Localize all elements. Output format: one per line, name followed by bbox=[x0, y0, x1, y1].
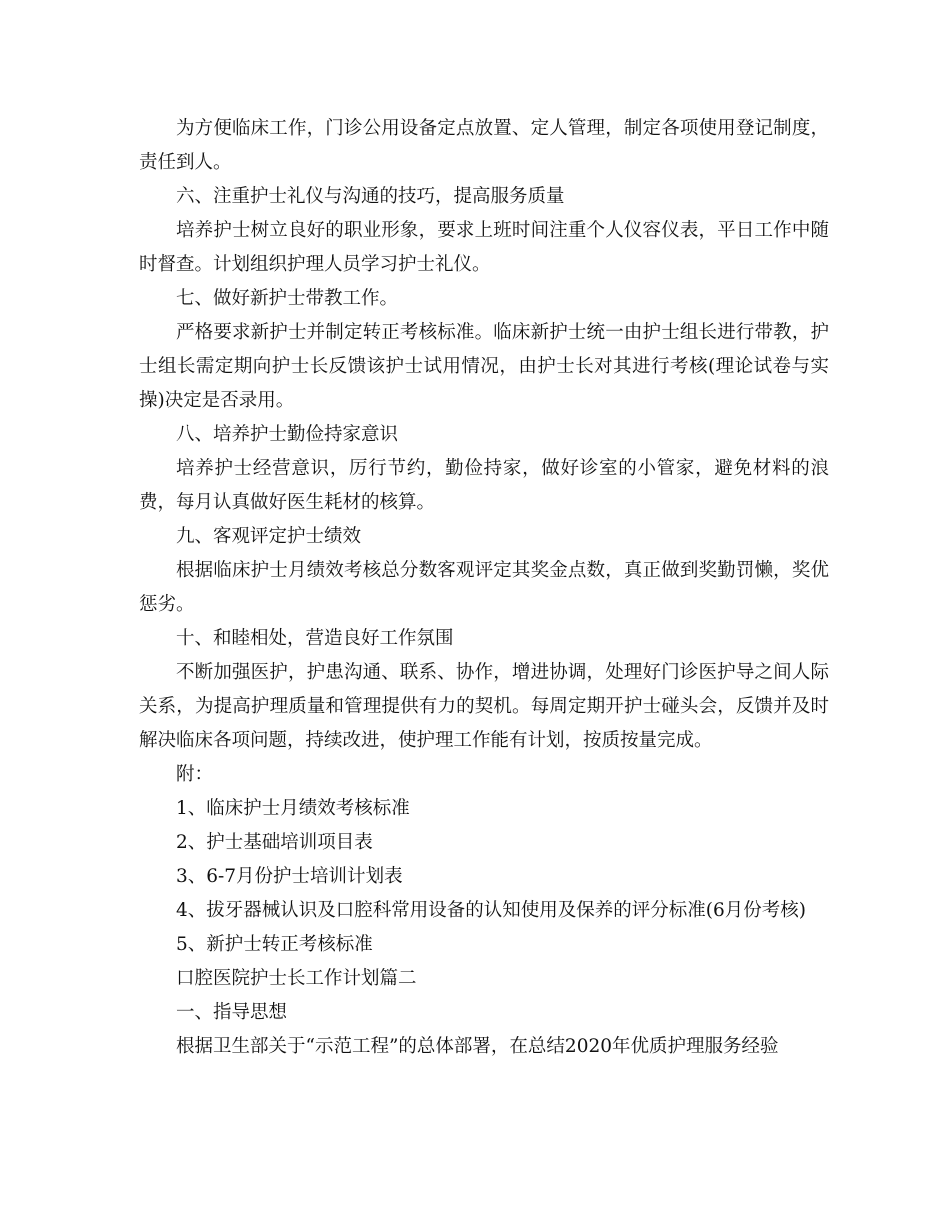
appendix-item-4: 4、拔牙器械认识及口腔科常用设备的认知使用及保养的评分标准(6月份考核) bbox=[176, 900, 806, 921]
appendix-label: 附： bbox=[176, 764, 214, 785]
part-two-title: 口腔医院护士长工作计划篇二 bbox=[176, 968, 417, 989]
appendix-item-2: 2、护士基础培训项目表 bbox=[176, 832, 373, 853]
appendix-item-5: 5、新护士转正考核标准 bbox=[176, 934, 373, 955]
heading-guiding-principle: 一、指导思想 bbox=[176, 1002, 288, 1023]
heading-section-7: 七、做好新护士带教工作。 bbox=[176, 288, 399, 309]
paragraph-harmony: 不断加强医护，护患沟通、联系、协作，增进协调，处理好门诊医护导之间人际关系，为提高护理质量和管理提供有力的契机。每周定期开护士碰头会，反馈并及时解决临床各项问题，持续改进，使护理工作能有计划，按质按量完成。 bbox=[139, 662, 829, 751]
paragraph-performance: 根据临床护士月绩效考核总分数客观评定其奖金点数，真正做到奖勤罚懒，奖优惩劣。 bbox=[139, 560, 829, 615]
heading-section-9: 九、客观评定护士绩效 bbox=[176, 526, 362, 547]
paragraph-equipment-management: 为方便临床工作，门诊公用设备定点放置、定人管理，制定各项使用登记制度，责任到人。 bbox=[139, 118, 829, 173]
paragraph-thrift: 培养护士经营意识，厉行节约，勤俭持家，做好诊室的小管家，避免材料的浪费，每月认真做好医生耗材的核算。 bbox=[139, 458, 829, 513]
heading-section-10: 十、和睦相处，营造良好工作氛围 bbox=[176, 628, 454, 649]
appendix-item-1: 1、临床护士月绩效考核标准 bbox=[176, 798, 410, 819]
document-body bbox=[139, 112, 829, 1064]
paragraph-etiquette: 培养护士树立良好的职业形象，要求上班时间注重个人仪容仪表，平日工作中随时督查。计划组织护理人员学习护士礼仪。 bbox=[139, 220, 829, 275]
paragraph-guiding-principle: 根据卫生部关于“示范工程”的总体部署，在总结2020年优质护理服务经验 bbox=[176, 1036, 779, 1057]
heading-section-8: 八、培养护士勤俭持家意识 bbox=[176, 424, 399, 445]
paragraph-new-nurse-training: 严格要求新护士并制定转正考核标准。临床新护士统一由护士组长进行带教，护士组长需定期向护士长反馈该护士试用情况，由护士长对其进行考核(理论试卷与实操)决定是否录用。 bbox=[139, 322, 829, 411]
appendix-item-3: 3、6-7月份护士培训计划表 bbox=[176, 866, 403, 887]
heading-section-6: 六、注重护士礼仪与沟通的技巧，提高服务质量 bbox=[176, 186, 565, 207]
